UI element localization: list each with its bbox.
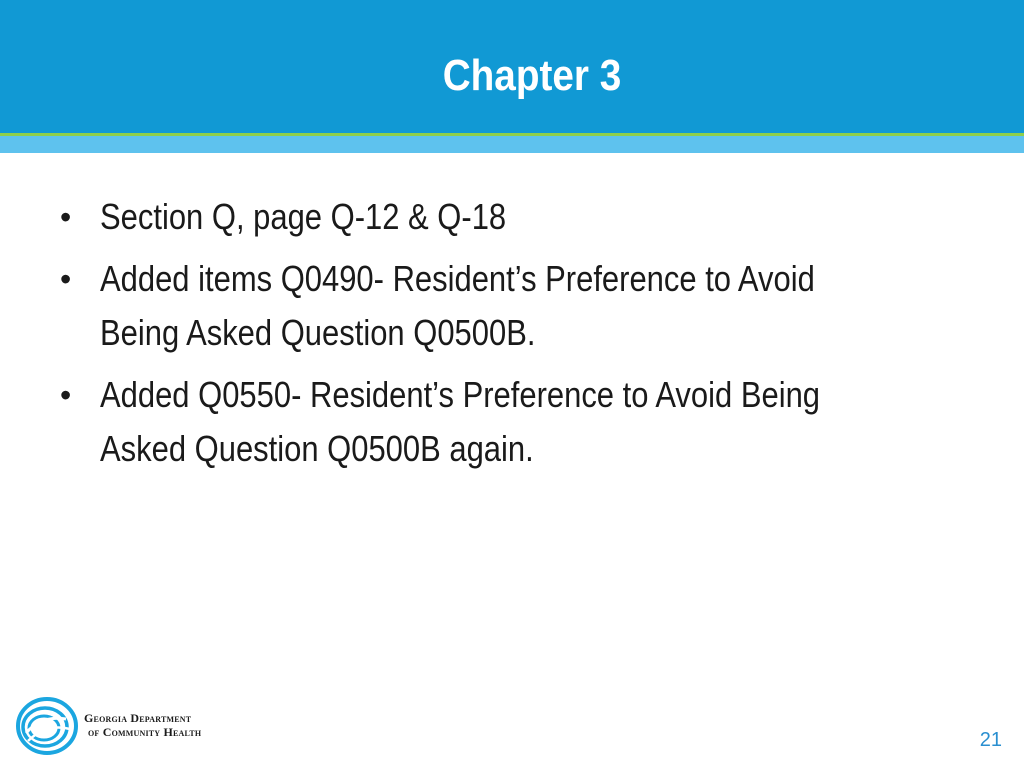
bullet-text: Added items Q0490- Resident’s Preference to Avoid Being Asked Question Q0500B. — [100, 258, 815, 353]
page-number: 21 — [979, 729, 1002, 751]
logo-line-2: of Community Health — [88, 725, 202, 739]
bullet-symbol: • — [60, 199, 72, 235]
bullet-text: Section Q, page Q-12 & Q-18 — [100, 196, 507, 237]
bullet-item — [60, 368, 960, 476]
bullet-item — [60, 190, 960, 244]
slide-title: Chapter 3 — [442, 51, 622, 100]
logo-text — [84, 711, 201, 739]
bullet-symbol: • — [60, 261, 72, 297]
title-stripe — [0, 136, 1024, 153]
bullet-symbol: • — [60, 377, 72, 413]
footer-logo — [14, 693, 254, 759]
logo-line-1: Georgia Department — [84, 711, 192, 725]
bullet-list — [60, 190, 960, 484]
bullet-text: Added Q0550- Resident’s Preference to Avoid Being Asked Question Q0500B again. — [100, 374, 821, 469]
bullet-item — [60, 252, 960, 360]
georgia-dch-logo-icon — [14, 693, 80, 759]
